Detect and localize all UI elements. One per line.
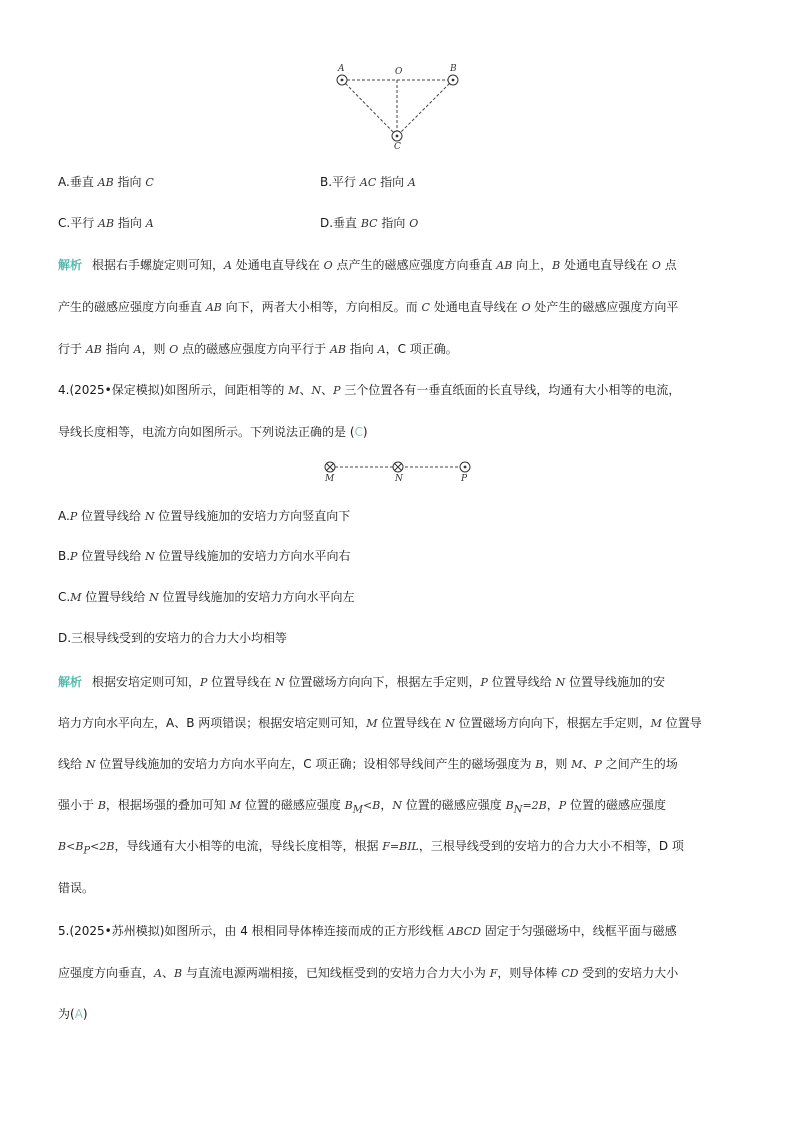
label-o: O	[395, 67, 403, 77]
q4-analysis-line-5: $B<B_P<2B$，导线通有大小相等的电流，导线长度相等，根据 F=BIL，三根导线受到的安培力的合力大小不相等，D 项	[58, 839, 684, 857]
label-m: M	[325, 474, 335, 484]
q3-analysis-line-3: 行于 AB 指向 A，则 O 点的磁感应强度方向平行于 AB 指向 A，C 项正确。	[58, 342, 458, 356]
q3-option-d: D.垂直 BC 指向 O	[320, 216, 419, 230]
analysis-tag: 解析	[58, 675, 83, 689]
q4-answer: C	[354, 425, 363, 439]
q3-option-a: A.垂直 AB 指向 C	[58, 175, 154, 189]
q4-analysis-line-4: 强小于 B，根据场强的叠加可知 M 位置的磁感应强度 $B_M<B$，N 位置的磁感应强度 $B_N=2B$，P 位置的磁感应强度	[58, 798, 666, 816]
wire-a-out-icon	[337, 75, 347, 85]
wire-m-in-icon	[325, 462, 335, 472]
q4-option-a: A.P 位置导线给 N 位置导线施加的安培力方向竖直向下	[58, 509, 351, 523]
label-a: A	[338, 64, 345, 74]
q4-stem-line-1: 4.(2025•保定模拟)如图所示，间距相等的 M、N、P 三个位置各有一垂直纸面的长直导线，均通有大小相等的电流，	[58, 383, 681, 397]
wire-n-in-icon	[393, 462, 403, 472]
label-p: P	[461, 474, 468, 484]
q4-analysis-line-2: 培力方向水平向左，A、B 两项错误；根据安培定则可知，M 位置导线在 N 位置磁场方向向下，根据左手定则，M 位置导	[58, 716, 702, 730]
q3-analysis-line-1: 解析 根据右手螺旋定则可知，A 处通电直导线在 O 点产生的磁感应强度方向垂直 AB 向上，B 处通电直导线在 O 点	[58, 258, 677, 272]
wire-c-out-icon	[392, 131, 402, 141]
q4-stem-line-2: 导线长度相等，电流方向如图所示。下列说法正确的是 (C)	[58, 425, 368, 439]
q5-stem-line-2: 应强度方向垂直，A、B 与直流电源两端相接，已知线框受到的安培力合力大小为 F，则导体棒 CD 受到的安培力大小	[58, 966, 679, 980]
q5-stem-line-1: 5.(2025•苏州模拟)如图所示，由 4 根相同导体棒连接而成的正方形线框 ABCD 固定于匀强磁场中，线框平面与磁感	[58, 924, 677, 938]
analysis-tag: 解析	[58, 258, 83, 272]
q4-option-d: D.三根导线受到的安培力的合力大小均相等	[58, 631, 288, 645]
label-n: N	[395, 474, 403, 484]
label-b: B	[450, 64, 457, 74]
q4-option-c: C.M 位置导线给 N 位置导线施加的安培力方向水平向左	[58, 590, 355, 604]
q4-analysis-line-1: 解析 根据安培定则可知，P 位置导线在 N 位置磁场方向向下，根据左手定则，P 位置导线给 N 位置导线施加的安	[58, 675, 666, 689]
q3-option-b: B.平行 AC 指向 A	[320, 175, 416, 189]
q4-analysis-line-3: 线给 N 位置导线施加的安培力方向水平向左，C 项正确；设相邻导线间产生的磁场强度为 B，则 M、P 之间产生的场	[58, 757, 678, 771]
q5-stem-line-3: 为(A)	[58, 1007, 88, 1021]
q3-analysis-line-2: 产生的磁感应强度方向垂直 AB 向下，两者大小相等，方向相反。而 C 处通电直导线在 O 处产生的磁感应强度方向平	[58, 300, 679, 314]
wire-b-out-icon	[448, 75, 458, 85]
q5-answer: A	[74, 1007, 83, 1021]
q4-option-b: B.P 位置导线给 N 位置导线施加的安培力方向水平向右	[58, 549, 351, 563]
q3-option-c: C.平行 AB 指向 A	[58, 216, 154, 230]
wire-p-out-icon	[460, 462, 470, 472]
label-c: C	[394, 142, 401, 152]
q4-analysis-line-6: 错误。	[58, 881, 95, 895]
